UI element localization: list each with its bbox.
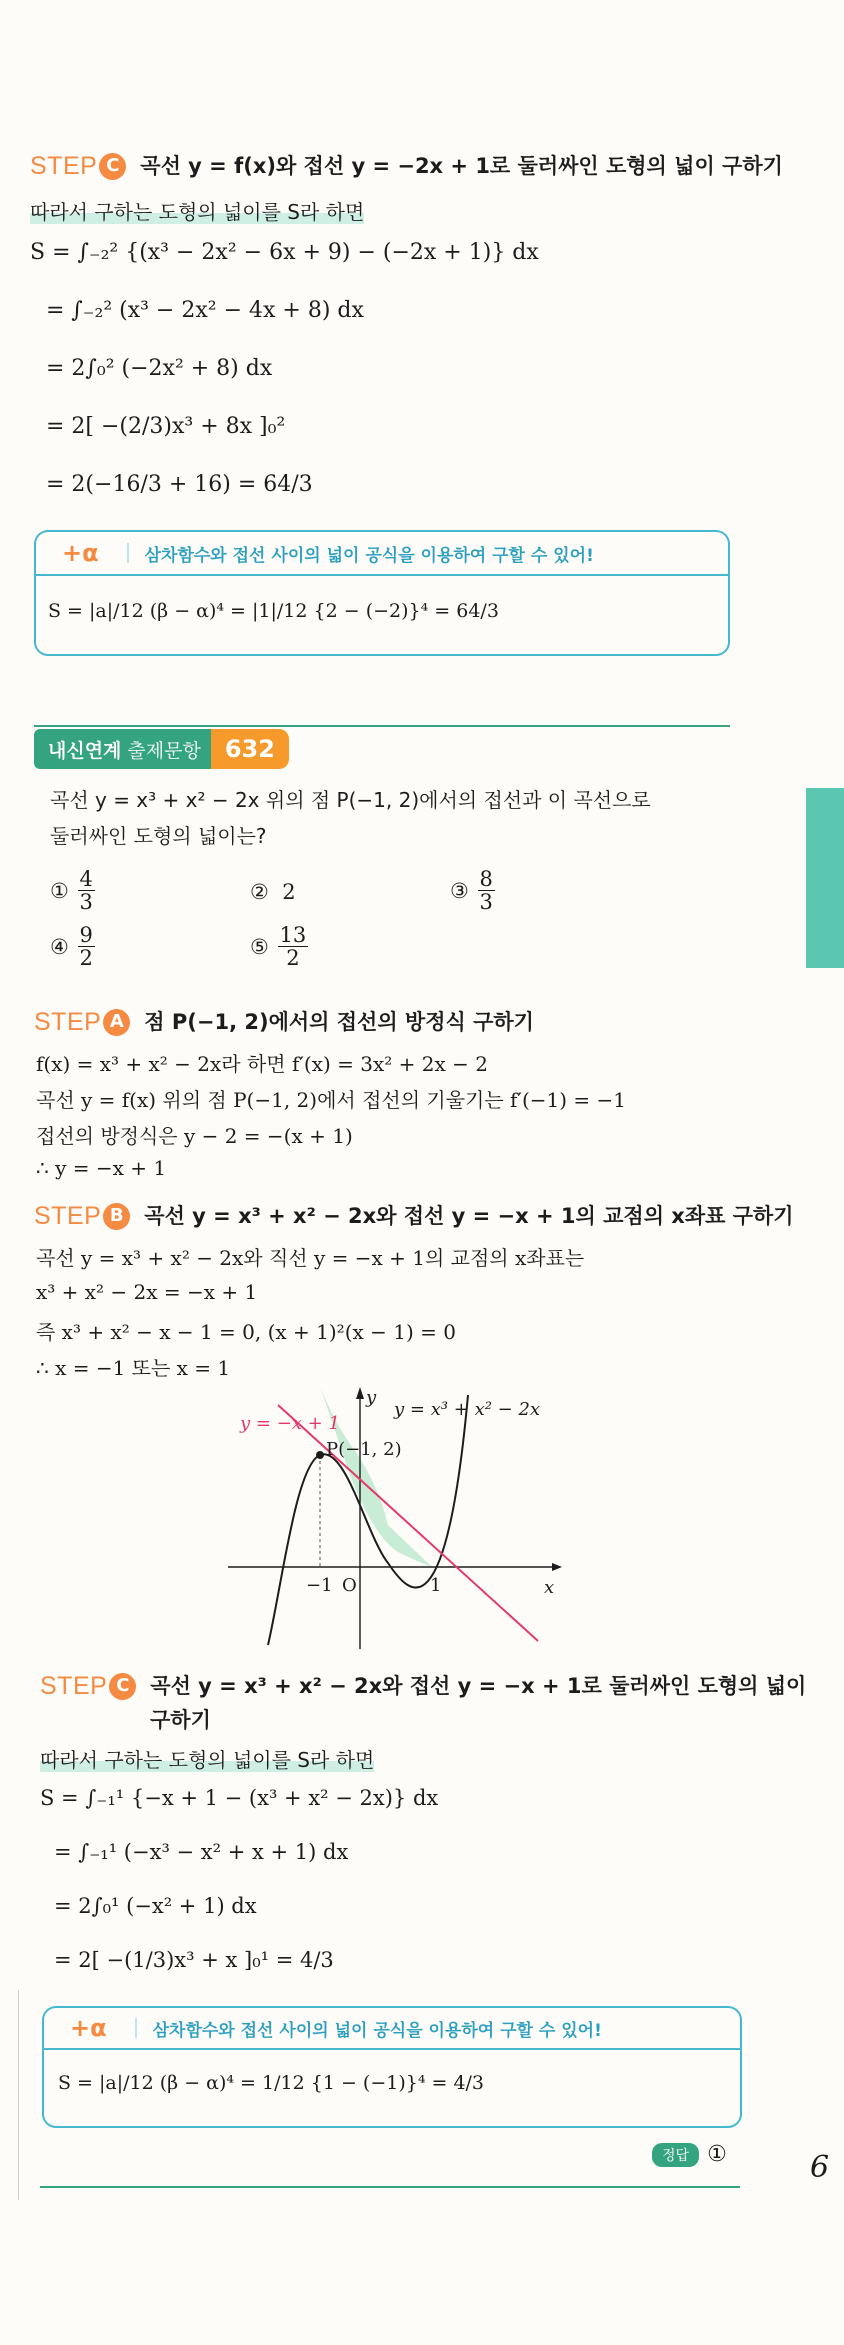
tip-box-body (34, 574, 730, 656)
tip-box-header (34, 530, 730, 574)
equation-line-5: = 2(−16/3 + 16) = 64/3 (46, 472, 313, 497)
point-p (316, 1451, 324, 1459)
tip-box-header-2 (42, 2006, 742, 2048)
step-b-header: STEP B 곡선 y = x³ + x² − 2x와 접선 y = −x + 1의 교점의 x좌표 구하기 (34, 1202, 794, 1230)
tip-formula-2: S = |a|/12 (β − α)⁴ = 1/12 {1 − (−1)}⁴ = 4/3 (58, 2072, 485, 2094)
question-line-2: 둘러싸인 도형의 넓이는? (50, 824, 267, 848)
plus-alpha-icon: +α (70, 2014, 107, 2042)
step-a-line-2: 곡선 y = f(x) 위의 점 P(−1, 2)에서 접선의 기울기는 f′(−1) = −1 (36, 1088, 627, 1112)
answer-badge: 정답 (652, 2143, 699, 2167)
step-c-line-1: S = ∫₋₁¹ {−x + 1 − (x³ + x² − 2x)} dx (40, 1786, 439, 1810)
choice-3[interactable]: ③ $\frac{8}{3}$ (450, 867, 493, 915)
step-c-line-4: = 2[ −(1/3)x³ + x ]₀¹ = 4/3 (54, 1948, 334, 1972)
answer-row (652, 2142, 727, 2167)
step-a-line-1: f(x) = x³ + x² − 2x라 하면 f′(x) = 3x² + 2x − 2 (36, 1052, 488, 1076)
choice-2[interactable]: ② 2 (250, 880, 296, 904)
tip-formula: S = |a|/12 (β − α)⁴ = |1|/12 {2 − (−2)}⁴ = 64/3 (48, 600, 499, 622)
tangent-line (278, 1405, 538, 1641)
plus-alpha-icon: +α (62, 539, 99, 567)
step-b-line-3: 즉 x³ + x² − x − 1 = 0, (x + 1)²(x − 1) = 0 (36, 1320, 456, 1344)
step-c-line-3: = 2∫₀¹ (−x² + 1) dx (54, 1894, 257, 1918)
equation-line-2: = ∫₋₂² (x³ − 2x² − 4x + 8) dx (46, 298, 364, 323)
choice-4[interactable]: ④ $\frac{9}{2}$ (50, 923, 93, 971)
tip-text: 삼차함수와 접선 사이의 넓이 공식을 이용하여 구할 수 있어! (144, 545, 594, 566)
step-title: 곡선 y = f(x)와 접선 y = −2x + 1로 둘러싸인 도형의 넓이 구하기 (140, 154, 783, 178)
step-a-line-4: ∴ y = −x + 1 (36, 1156, 167, 1180)
y-axis-arrow (356, 1387, 364, 1399)
point-label: P(−1, 2) (326, 1439, 402, 1460)
step-b-line-4: ∴ x = −1 또는 x = 1 (36, 1356, 231, 1380)
step-a-header: STEP A 점 P(−1, 2)에서의 접선의 방정식 구하기 (34, 1008, 534, 1036)
choice-5[interactable]: ⑤ $\frac{13}{2}$ (250, 923, 307, 971)
intro-text-2: 따라서 구하는 도형의 넓이를 S라 하면 (40, 1748, 375, 1772)
section-divider (34, 725, 730, 727)
question-line-1: 곡선 y = x³ + x² − 2x 위의 점 P(−1, 2)에서의 접선과 이 곡선으로 (50, 788, 651, 812)
step-a-line-3: 접선의 방정식은 y − 2 = −(x + 1) (36, 1124, 353, 1148)
step-c-line-2: = ∫₋₁¹ (−x³ − x² + x + 1) dx (54, 1840, 349, 1864)
y-axis-label: y (366, 1387, 377, 1408)
intro-text: 따라서 구하는 도형의 넓이를 S라 하면 (30, 200, 365, 224)
step-c-header-2: STEP C 곡선 y = x³ + x² − 2x와 접선 y = −x + 1로 둘러싸인 도형의 넓이 (40, 1672, 807, 1700)
tick-1: 1 (430, 1575, 442, 1596)
choice-1[interactable]: ① $\frac{4}{3}$ (50, 867, 93, 915)
problem-number: 632 (211, 729, 289, 769)
page-number-fragment: 6 (810, 2150, 830, 2185)
function-graph (200, 1385, 580, 1650)
answer-value: ① (707, 2142, 727, 2167)
side-tab (806, 788, 844, 968)
tangent-label: y = −x + 1 (240, 1413, 340, 1434)
curve-label: y = x³ + x² − 2x (394, 1399, 541, 1420)
step-title: 곡선 y = x³ + x² − 2x와 접선 y = −x + 1의 교점의 x좌표 구하기 (144, 1204, 794, 1228)
step-title-line-2: 구하기 (150, 1708, 211, 1732)
equation-line-1: S = ∫₋₂² {(x³ − 2x² − 6x + 9) − (−2x + 1)} dx (30, 240, 539, 265)
page-fold-line (18, 1990, 19, 2200)
bottom-divider (40, 2186, 740, 2188)
step-b-line-1: 곡선 y = x³ + x² − 2x와 직선 y = −x + 1의 교점의 x좌표는 (36, 1246, 585, 1270)
tip-text: 삼차함수와 접선 사이의 넓이 공식을 이용하여 구할 수 있어! (152, 2020, 602, 2041)
step-c-header-1: STEP C 곡선 y = f(x)와 접선 y = −2x + 1로 둘러싸인 도형의 넓이 구하기 (30, 152, 783, 180)
equation-line-4: = 2[ −(2/3)x³ + 8x ]₀² (46, 414, 286, 439)
origin-label: O (342, 1575, 357, 1596)
step-title: 점 P(−1, 2)에서의 접선의 방정식 구하기 (144, 1010, 534, 1034)
tip-box-body-2 (42, 2048, 742, 2128)
x-axis-label: x (544, 1577, 555, 1598)
tick-neg1: −1 (306, 1575, 333, 1596)
step-b-line-2: x³ + x² − 2x = −x + 1 (36, 1280, 258, 1304)
equation-line-3: = 2∫₀² (−2x² + 8) dx (46, 356, 273, 381)
problem-banner: 내신연계 출제문항 632 (34, 729, 289, 769)
step-title: 곡선 y = x³ + x² − 2x와 접선 y = −x + 1로 둘러싸인 도형의 넓이 (150, 1674, 807, 1698)
x-axis-arrow (552, 1563, 562, 1571)
